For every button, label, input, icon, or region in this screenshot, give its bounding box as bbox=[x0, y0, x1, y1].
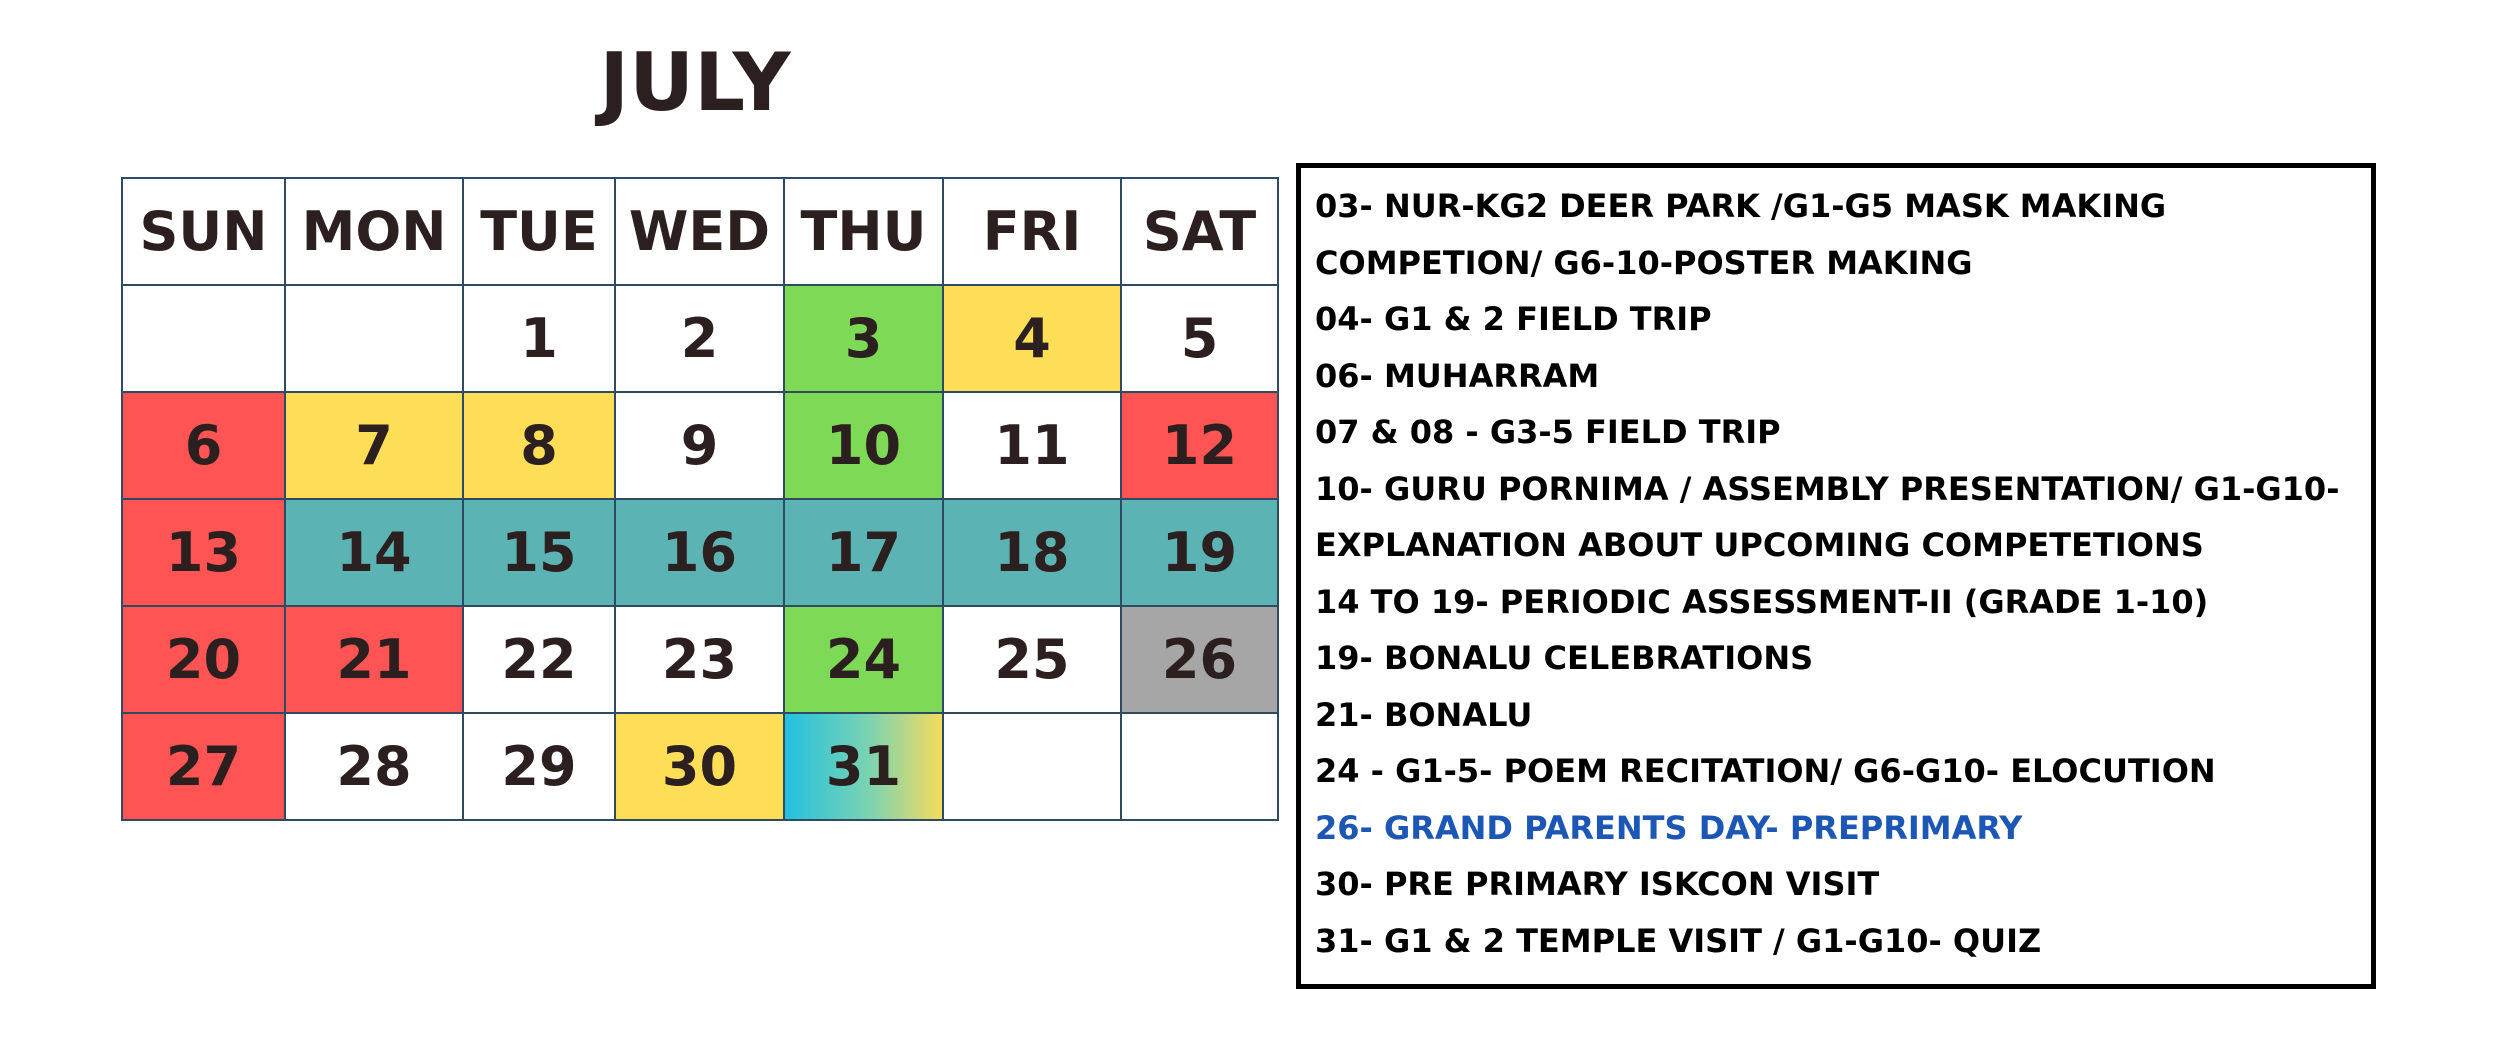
event-line: 04- G1 & 2 FIELD TRIP bbox=[1315, 300, 1712, 338]
day-cell bbox=[1121, 713, 1278, 820]
weekday-mon: MON bbox=[285, 178, 463, 285]
day-cell: 21 bbox=[285, 606, 463, 713]
week-row-5 bbox=[122, 713, 1278, 820]
day-cell: 8 bbox=[463, 392, 615, 499]
day-cell: 26 bbox=[1121, 606, 1278, 713]
weekday-header-row bbox=[122, 178, 1278, 285]
week-row-2 bbox=[122, 392, 1278, 499]
day-cell: 13 bbox=[122, 499, 285, 606]
calendar-grid bbox=[121, 177, 1279, 821]
day-cell: 25 bbox=[943, 606, 1121, 713]
day-cell: 18 bbox=[943, 499, 1121, 606]
month-title: JULY bbox=[599, 36, 791, 129]
day-cell: 24 bbox=[784, 606, 943, 713]
day-cell: 31 bbox=[784, 713, 943, 820]
day-cell: 29 bbox=[463, 713, 615, 820]
weekday-thu: THU bbox=[784, 178, 943, 285]
day-cell bbox=[285, 285, 463, 392]
day-cell: 27 bbox=[122, 713, 285, 820]
day-cell: 28 bbox=[285, 713, 463, 820]
event-line: 10- GURU PORNIMA / ASSEMBLY PRESENTATION/ G1-G10- bbox=[1315, 469, 2340, 508]
event-line: 31- G1 & 2 TEMPLE VISIT / G1-G10- QUIZ bbox=[1315, 921, 2042, 960]
day-cell: 16 bbox=[615, 499, 784, 606]
event-line: 26- GRAND PARENTS DAY- PREPRIMARY bbox=[1315, 808, 2023, 847]
week-row-3 bbox=[122, 499, 1278, 606]
day-cell: 17 bbox=[784, 499, 943, 606]
day-cell: 14 bbox=[285, 499, 463, 606]
event-line: 24 - G1-5- POEM RECITATION/ G6-G10- ELOCUTION bbox=[1315, 752, 2216, 790]
event-line: 07 & 08 - G3-5 FIELD TRIP bbox=[1315, 413, 1781, 451]
events-list-box bbox=[1296, 163, 2376, 989]
weekday-tue: TUE bbox=[463, 178, 615, 285]
day-cell: 7 bbox=[285, 392, 463, 499]
day-cell: 3 bbox=[784, 285, 943, 392]
event-line: 21- BONALU bbox=[1315, 695, 1533, 734]
event-line: 30- PRE PRIMARY ISKCON VISIT bbox=[1315, 865, 1880, 903]
event-line: 06- MUHARRAM bbox=[1315, 356, 1600, 395]
event-line: 19- BONALU CELEBRATIONS bbox=[1315, 639, 1814, 677]
event-line: 03- NUR-KG2 DEER PARK /G1-G5 MASK MAKING bbox=[1315, 187, 2167, 225]
day-cell: 19 bbox=[1121, 499, 1278, 606]
day-cell: 23 bbox=[615, 606, 784, 713]
day-cell: 5 bbox=[1121, 285, 1278, 392]
day-cell: 10 bbox=[784, 392, 943, 499]
week-row-1 bbox=[122, 285, 1278, 392]
day-cell bbox=[122, 285, 285, 392]
day-cell: 30 bbox=[615, 713, 784, 820]
weekday-sat: SAT bbox=[1121, 178, 1278, 285]
event-line: 14 TO 19- PERIODIC ASSESSMENT-II (GRADE 1-10) bbox=[1315, 582, 2209, 621]
day-cell: 6 bbox=[122, 392, 285, 499]
day-cell: 12 bbox=[1121, 392, 1278, 499]
day-cell: 20 bbox=[122, 606, 285, 713]
day-cell: 1 bbox=[463, 285, 615, 392]
day-cell: 22 bbox=[463, 606, 615, 713]
day-cell: 2 bbox=[615, 285, 784, 392]
day-cell: 11 bbox=[943, 392, 1121, 499]
weekday-sun: SUN bbox=[122, 178, 285, 285]
weekday-wed: WED bbox=[615, 178, 784, 285]
day-cell: 4 bbox=[943, 285, 1121, 392]
day-cell bbox=[943, 713, 1121, 820]
event-line: EXPLANATION ABOUT UPCOMING COMPETETIONS bbox=[1315, 526, 2204, 564]
event-line: COMPETION/ G6-10-POSTER MAKING bbox=[1315, 243, 1973, 282]
day-cell: 15 bbox=[463, 499, 615, 606]
week-row-4 bbox=[122, 606, 1278, 713]
weekday-fri: FRI bbox=[943, 178, 1121, 285]
day-cell: 9 bbox=[615, 392, 784, 499]
